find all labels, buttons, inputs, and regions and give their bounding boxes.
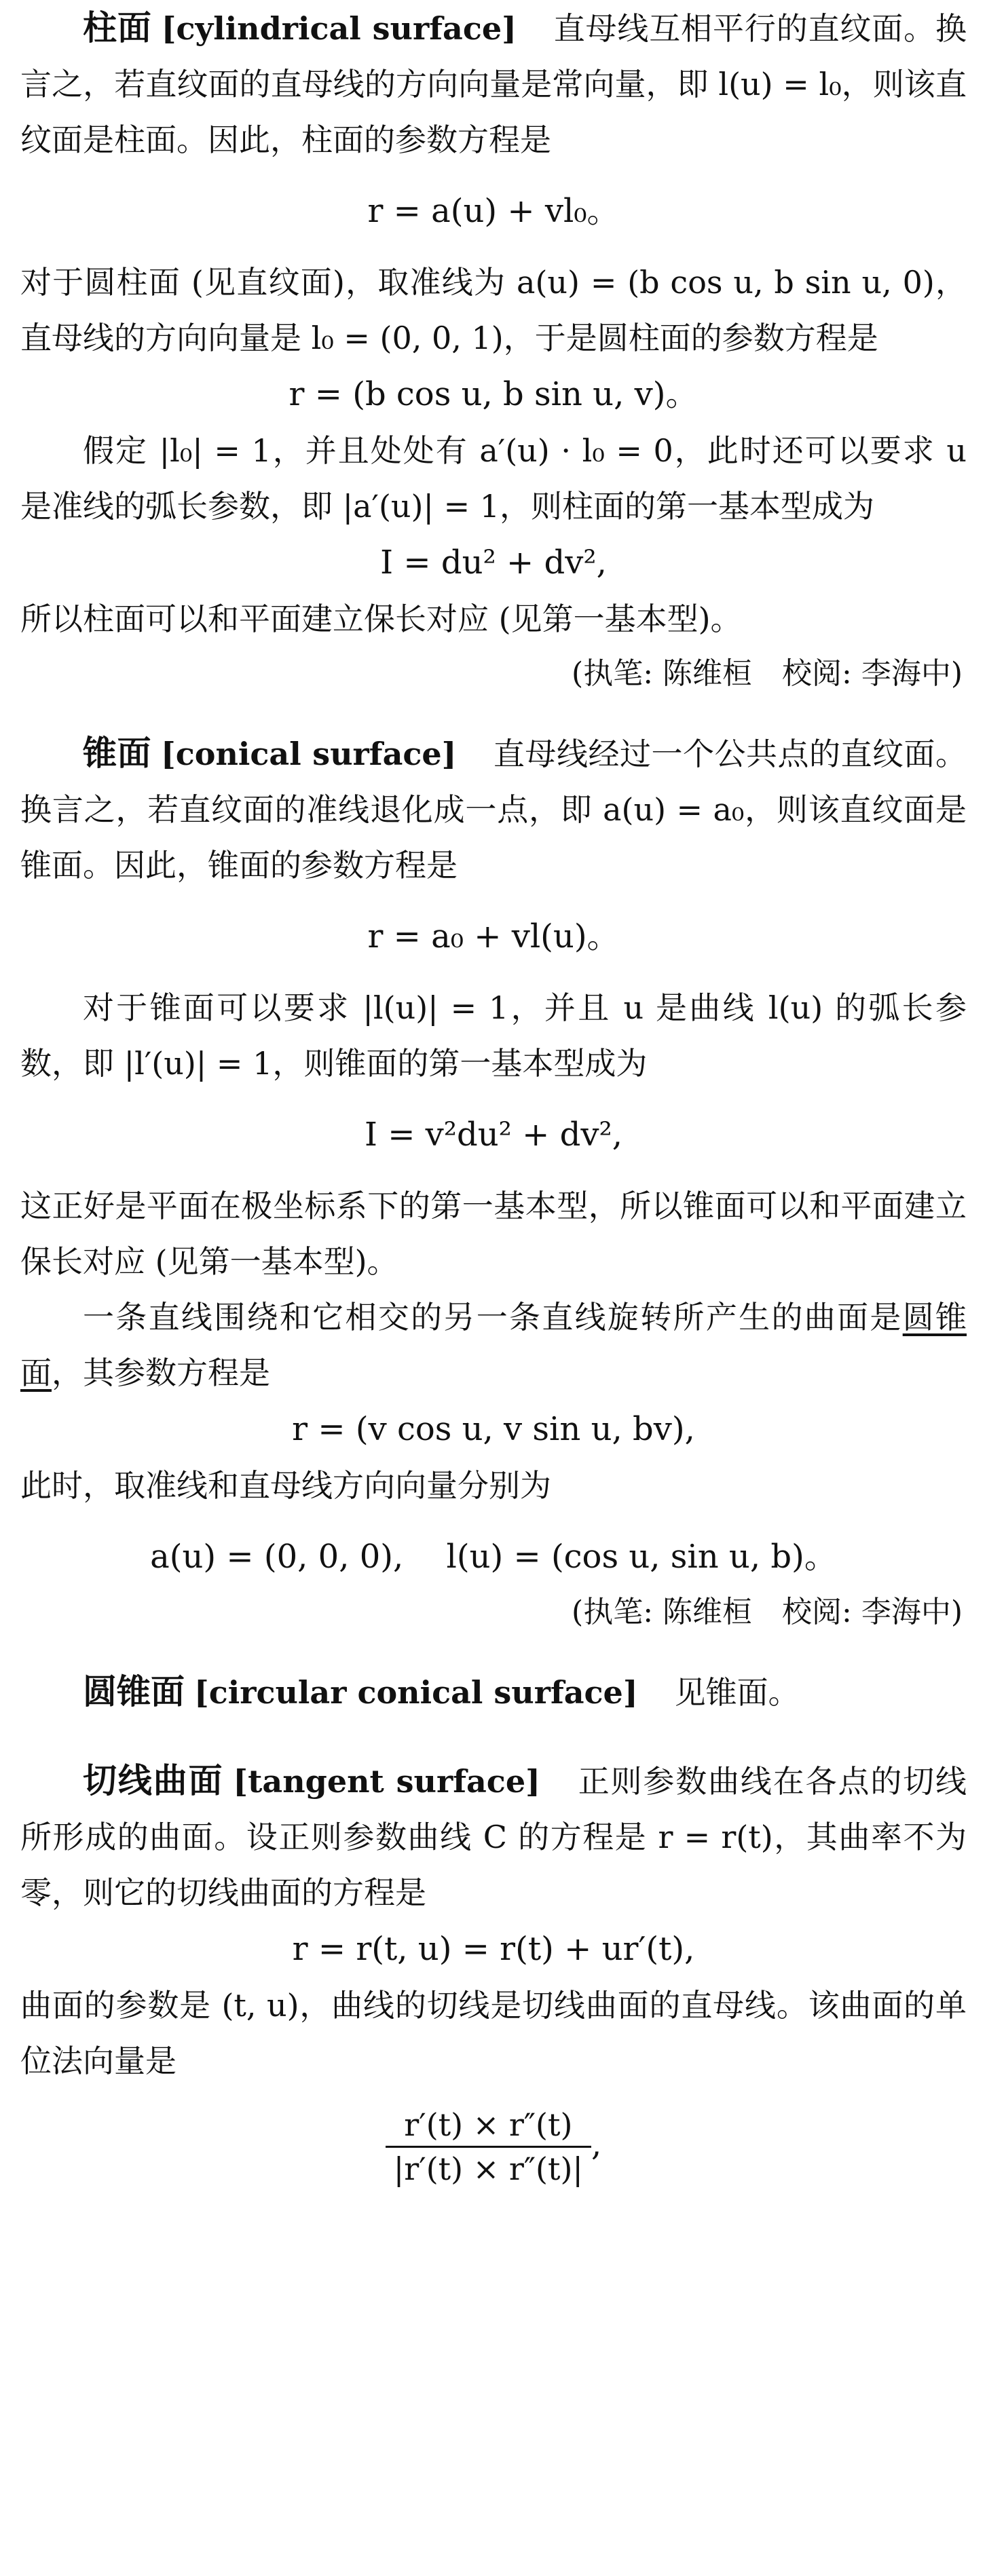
- equation: r = a(u) + vl₀。: [367, 192, 620, 230]
- cross-reference: 见锥面。: [674, 1674, 800, 1711]
- entry-conical-surface: [20, 725, 967, 1640]
- entry-english-term: [circular conical surface]: [194, 1674, 638, 1711]
- paragraph: 这正好是平面在极坐标系下的第一基本型，所以锥面可以和平面建立保长对应 (见第一基本型)。: [20, 1188, 967, 1280]
- equation: a(u) = (0, 0, 0), l(u) = (cos u, sin u, b)。: [150, 1538, 837, 1576]
- equation-fraction: [20, 2104, 967, 2190]
- paragraph-text: ，其参数方程是: [52, 1355, 270, 1391]
- entry-term: 圆锥面: [83, 1672, 185, 1711]
- entry-definition: 直母线经过一个公共点的直纹面。换言之，若直纹面的准线退化成一点，即 a(u) = a₀，则该直纹面是锥面。因此，锥面的参数方程是: [20, 736, 967, 884]
- entry-paragraph: [20, 1664, 967, 1720]
- entry-definition: 正则参数曲线在各点的切线所形成的曲面。设正则参数曲线 C 的方程是 r = r(t)，其曲率不为零，则它的切线曲面的方程是: [20, 1763, 967, 1911]
- paragraph: 对于锥面可以要求 |l(u)| = 1，并且 u 是曲线 l(u) 的弧长参数，即 |l′(u)| = 1，则锥面的第一基本型成为: [20, 989, 967, 1082]
- equation: r = a₀ + vl(u)。: [367, 917, 620, 955]
- equation: r = (v cos u, v sin u, bv),: [292, 1410, 695, 1448]
- equation: I = v²du² + dv²,: [364, 1116, 622, 1154]
- entry-cylindrical-surface: [20, 0, 967, 701]
- entry-paragraph: [20, 0, 967, 168]
- equation: r = (b cos u, b sin u, v)。: [288, 375, 699, 413]
- fraction-numerator: r′(t) × r″(t): [404, 2106, 573, 2143]
- entry-definition: 直母线互相平行的直纹面。换言之，若直纹面的直母线的方向向量是常向量，即 l(u) = l₀，则该直纹面是柱面。因此，柱面的参数方程是: [20, 10, 967, 158]
- entry-english-term: [tangent surface]: [233, 1763, 540, 1800]
- paragraph: 此时，取准线和直母线方向向量分别为: [20, 1467, 551, 1504]
- paragraph: [20, 1289, 967, 1401]
- author-credit: (执笔: 陈维桓 校阅: 李海中): [572, 1595, 963, 1629]
- equation: r = r(t, u) = r(t) + ur′(t),: [292, 1930, 695, 1968]
- entry-term: 切线曲面: [83, 1761, 224, 1800]
- entry-tangent-surface: [20, 1753, 967, 2190]
- defined-term: 圆锥面: [20, 1299, 967, 1391]
- paragraph-text: 一条直线围绕和它相交的另一条直线旋转所产生的曲面是: [83, 1299, 903, 1336]
- entry-term: 锥面: [83, 734, 152, 773]
- fraction: [386, 2104, 591, 2190]
- entry-paragraph: [20, 725, 967, 893]
- equation: I = du² + dv²,: [380, 544, 607, 582]
- paragraph: 所以柱面可以和平面建立保长对应 (见第一基本型)。: [20, 601, 742, 637]
- paragraph: 曲面的参数是 (t, u)，曲线的切线是切线曲面的直母线。该曲面的单位法向量是: [20, 1987, 967, 2079]
- entry-english-term: [cylindrical surface]: [161, 10, 517, 47]
- fraction-tail: ,: [591, 2125, 602, 2163]
- paragraph: 对于圆柱面 (见直纹面)，取准线为 a(u) = (b cos u, b sin u, 0)，直母线的方向向量是 l₀ = (0, 0, 1)，于是圆柱面的参数方程是: [20, 264, 967, 356]
- entry-term: 柱面: [83, 8, 152, 48]
- fraction-denominator: |r′(t) × r″(t)|: [386, 2146, 591, 2190]
- author-credit: (执笔: 陈维桓 校阅: 李海中): [572, 656, 963, 691]
- entry-paragraph: [20, 1753, 967, 1920]
- entry-circular-conical-surface: [20, 1664, 967, 1720]
- paragraph: 假定 |l₀| = 1，并且处处有 a′(u) · l₀ = 0，此时还可以要求 u 是准线的弧长参数，即 |a′(u)| = 1，则柱面的第一基本型成为: [20, 432, 967, 525]
- entry-english-term: [conical surface]: [161, 736, 457, 772]
